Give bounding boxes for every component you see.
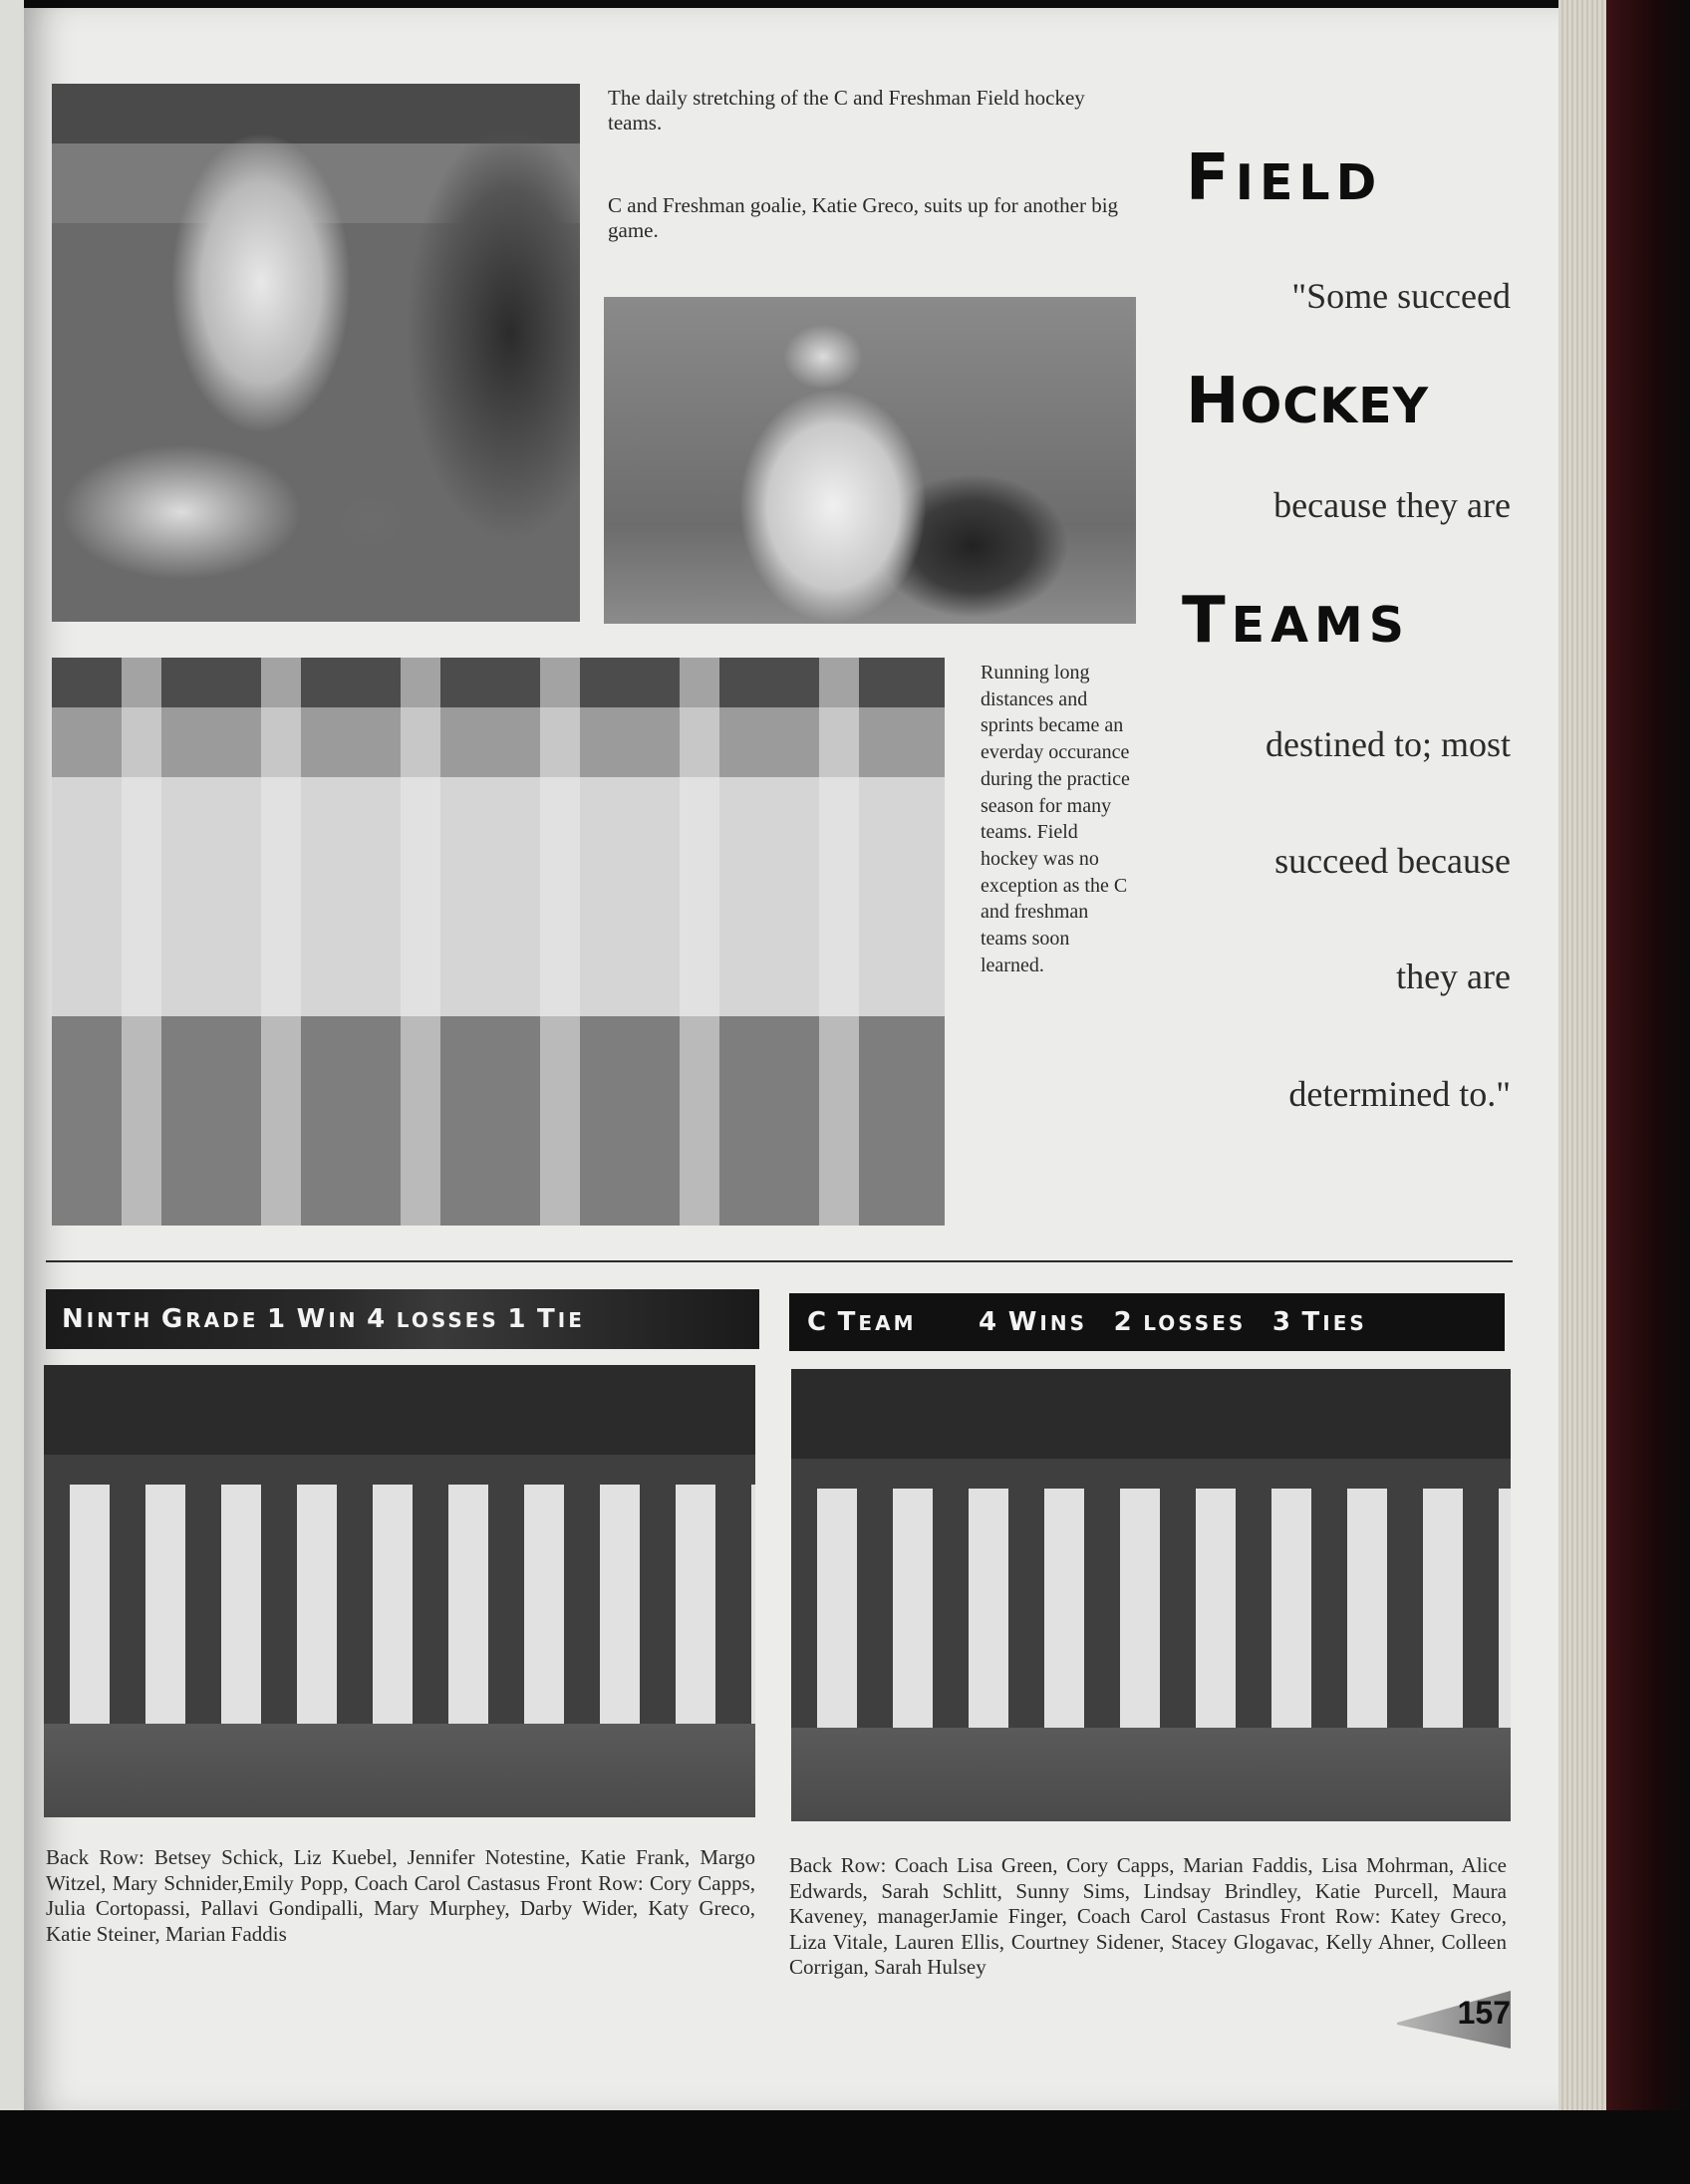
- banner-text: IE: [557, 1308, 585, 1332]
- photo-ninth-grade-team: [44, 1365, 755, 1817]
- caption-running: Running long distances and sprints became an everday occurance during the practice season for many teams. Field hockey was no exception as the C and freshman teams soon learned.: [981, 662, 1130, 976]
- banner-text: 2: [1113, 1307, 1135, 1337]
- banner-text: C: [807, 1307, 830, 1337]
- banner-text: T: [537, 1304, 558, 1334]
- title-word-field: [1186, 141, 1382, 215]
- quote-line: succeed because: [1274, 841, 1511, 881]
- book-cover-edge: [1606, 0, 1690, 2184]
- title-rest: IELD: [1235, 154, 1383, 211]
- c-team-record-banner: [789, 1293, 1505, 1351]
- banner-text: IES: [1322, 1311, 1367, 1335]
- photo-c-team: [791, 1369, 1511, 1821]
- banner-team-name: [807, 1307, 917, 1337]
- banner-text: IN: [328, 1308, 359, 1332]
- banner-text: LOSSES: [396, 1308, 499, 1332]
- banner-text: RADE: [185, 1308, 259, 1332]
- caption-goalie: C and Freshman goalie, Katie Greco, suits up for another big game.: [608, 193, 1119, 242]
- photo-ground: [791, 1728, 1511, 1821]
- banner-text: INS: [1039, 1311, 1087, 1335]
- banner-text: W: [1007, 1307, 1040, 1337]
- banner-text: 4: [979, 1307, 1000, 1337]
- ninth-grade-record-banner: [46, 1289, 759, 1349]
- banner-text: G: [160, 1304, 186, 1334]
- scan-background: [0, 2110, 1690, 2184]
- quote-line: they are: [1396, 956, 1511, 996]
- banner-text: INTH: [86, 1308, 153, 1332]
- section-divider: [46, 1260, 1513, 1262]
- facing-page-edge: [0, 0, 24, 2110]
- title-initial: T: [1182, 584, 1232, 658]
- page-number: 157: [1457, 1995, 1511, 2031]
- title-rest: OCKEY: [1240, 378, 1430, 434]
- photo-ground: [44, 1724, 755, 1817]
- quote-line: because they are: [1273, 485, 1511, 525]
- caption-stretching: The daily stretching of the C and Freshman Field hockey teams.: [608, 86, 1085, 135]
- banner-text: T: [837, 1307, 859, 1337]
- quote-line: "Some succeed: [1291, 276, 1511, 316]
- photo-team-running: [52, 658, 945, 1226]
- team-members: [44, 1485, 755, 1724]
- title-initial: H: [1186, 365, 1241, 438]
- banner-text: LOSSES: [1143, 1311, 1247, 1335]
- photo-team-stretching: [52, 84, 580, 622]
- title-initial: F: [1186, 141, 1236, 215]
- title-word-hockey: [1186, 365, 1429, 438]
- banner-text: W: [296, 1304, 329, 1334]
- page-stack-edge: [1558, 0, 1606, 2110]
- banner-text: 1: [266, 1304, 289, 1334]
- team-members: [791, 1489, 1511, 1728]
- title-rest: EAMS: [1231, 597, 1411, 654]
- photo-goalie-suiting-up: [604, 297, 1136, 624]
- roster-ninth-grade: Back Row: Betsey Schick, Liz Kuebel, Jennifer Notestine, Katie Frank, Margo Witzel, Mary Schnider,Emily Popp, Coach Carol Castasus Front Row: Cory Capps, Julia Cortopassi, Pallavi Gondipalli, Mary Murphey, Darby Wider, Katy Greco, Katie Steiner, Marian Faddis: [46, 1845, 755, 1946]
- banner-text: EAM: [858, 1311, 917, 1335]
- banner-text: 3: [1271, 1307, 1293, 1337]
- banner-text: 1: [507, 1304, 529, 1334]
- banner-text: N: [62, 1304, 87, 1334]
- title-word-teams: [1182, 584, 1410, 658]
- banner-text: T: [1301, 1307, 1323, 1337]
- roster-c-team: Back Row: Coach Lisa Green, Cory Capps, Marian Faddis, Lisa Mohrman, Alice Edwards, Sarah Schlitt, Sunny Sims, Lindsay Brindley, Katie Purcell, Maura Kaveney, managerJamie Finger, Coach Carol Castasus Front Row: Katey Greco, Liza Vitale, Lauren Ellis, Courtney Sidener, Stacey Glogavac, Kelly Ahner, Colleen Corrigan, Sarah Hulsey: [789, 1853, 1507, 1979]
- quote-line: destined to; most: [1266, 724, 1511, 764]
- banner-text: 4: [367, 1304, 389, 1334]
- quote-line: determined to.": [1288, 1074, 1511, 1114]
